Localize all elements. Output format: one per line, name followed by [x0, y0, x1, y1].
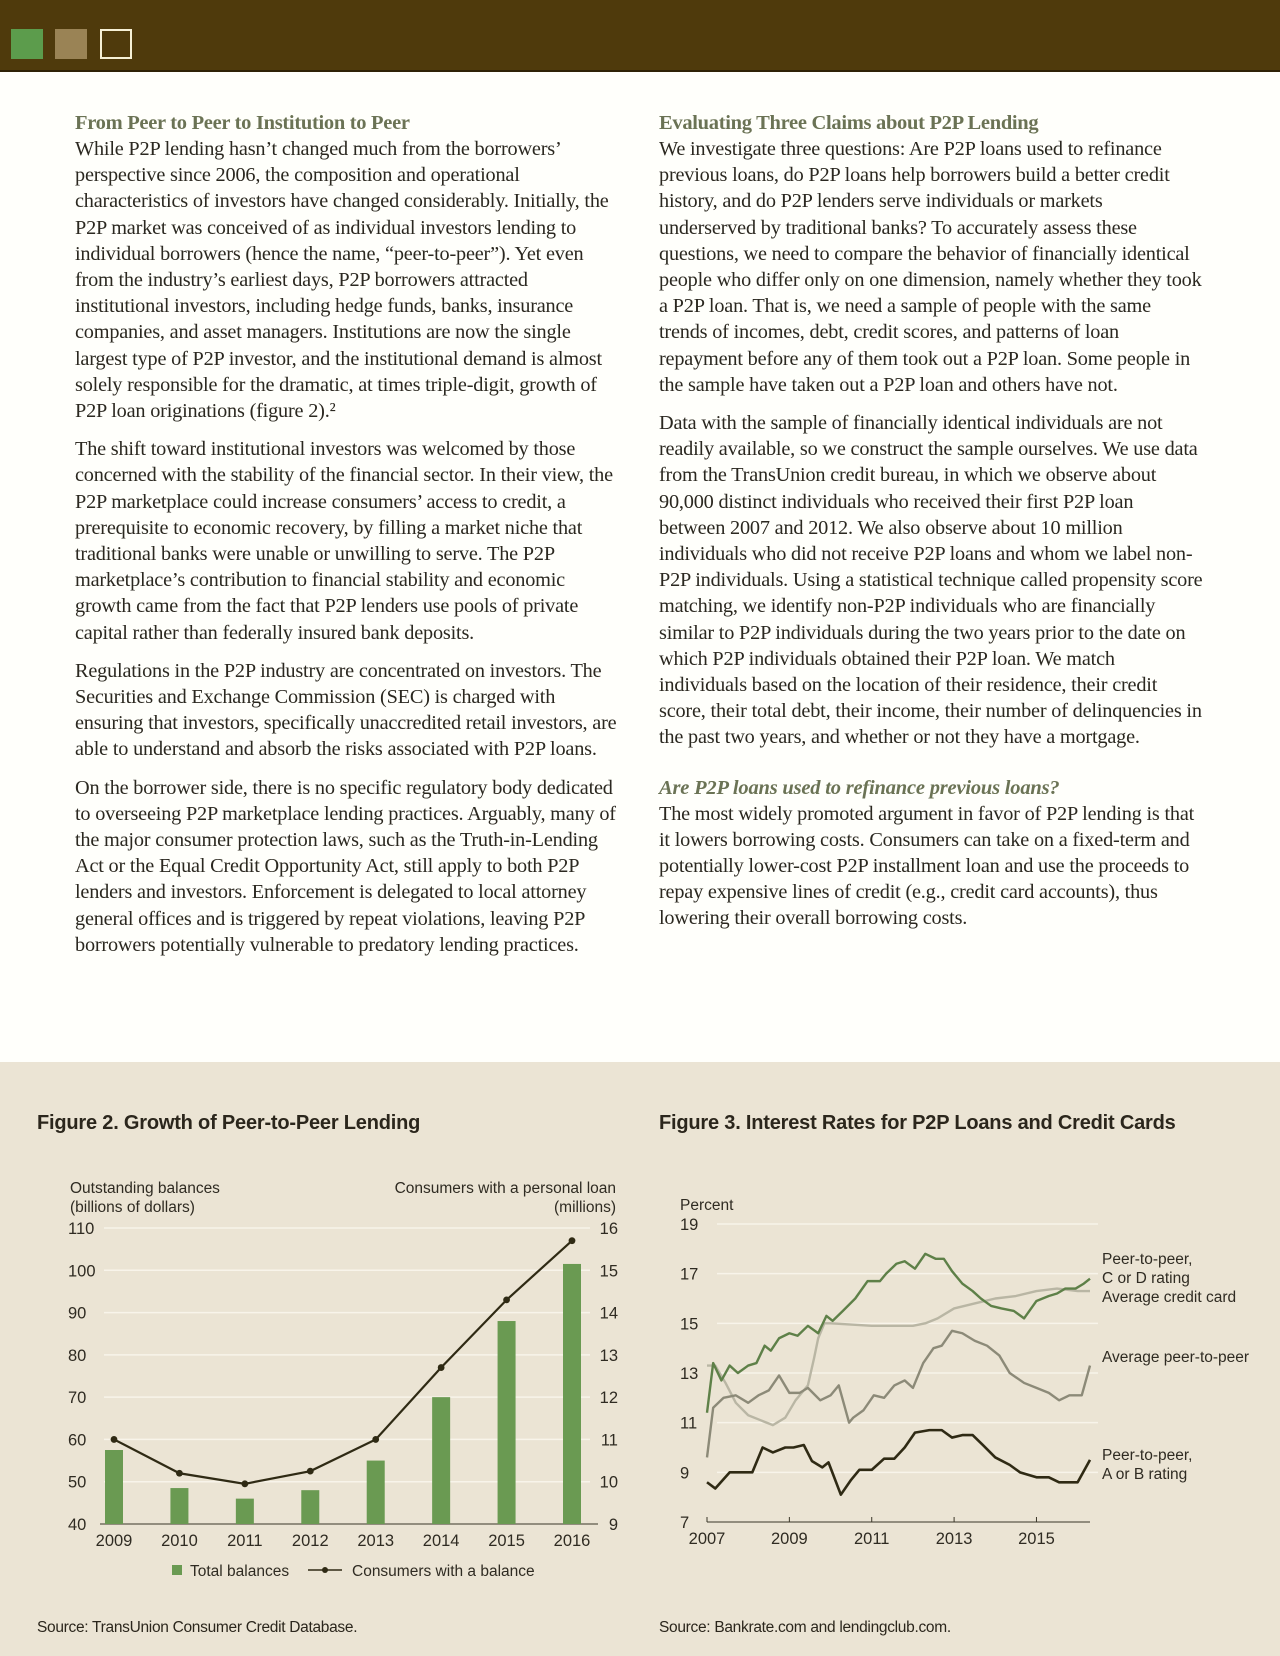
paragraph: Data with the sample of financially identical individuals are not readily available, so we construct the sample ourselves. We use data from the TransUnion credit bureau, in which we observe about 90,000 distinct individuals who received their first P2P loan between 2007 and 2012. We also observe about 10 million individuals who did not receive P2P loans and whom we label non-P2P individuals. Using a statistical technique called propensity score matching, we identify non-P2P individuals who are financially similar to P2P individuals during the two years prior to the date on which P2P individuals obtained their P2P loan. We match individuals based on the location of their residence, their credit score, their total debt, their income, their number of delinquencies in the past two years, and whether or not they have a mortgage. [659, 412, 1203, 749]
line-series [707, 1430, 1090, 1495]
y2-tick-label: 12 [599, 1389, 618, 1408]
x-tick-label: 2011 [853, 1530, 890, 1548]
y2-tick-label: 13 [599, 1346, 618, 1365]
x-tick-label: 2010 [161, 1532, 198, 1550]
y-tick-label: 7 [680, 1514, 690, 1532]
y-tick-label: 15 [680, 1315, 699, 1334]
y2-tick-label: 10 [599, 1473, 618, 1492]
bar [105, 1450, 123, 1524]
section-heading: From Peer to Peer to Institution to Peer [75, 112, 410, 134]
figure-3-title: Figure 3. Interest Rates for P2P Loans and Credit Cards [659, 1112, 1176, 1134]
x-tick-label: 2009 [95, 1532, 133, 1550]
legend-label: Total balances [190, 1563, 290, 1580]
y2-tick-label: 9 [608, 1516, 618, 1534]
line-series [707, 1254, 1090, 1413]
figure-3-source: Source: Bankrate.com and lendingclub.com. [659, 1619, 951, 1636]
bar [432, 1397, 450, 1524]
x-tick-label: 2015 [1018, 1530, 1055, 1548]
line-point [241, 1480, 248, 1487]
series-label: Average peer-to-peer [1102, 1349, 1250, 1366]
line-point [438, 1364, 445, 1371]
bar [236, 1499, 254, 1524]
bar [563, 1264, 581, 1524]
y2-tick-label: 11 [600, 1431, 618, 1450]
paragraph: The shift toward institutional investors was welcomed by those concerned with the stability of the financial sector. In their view, the P2P marketplace could increase consumers’ access to credit, a prerequisite to economic recovery, by filling a market niche that traditional banks were unable or unwilling to serve. The P2P marketplace’s contribution to financial stability and economic growth came from the fact that P2P lenders use pools of private capital rather than federally insured bank deposits. [75, 438, 613, 644]
y-tick-label: 110 [68, 1220, 95, 1238]
series-label: A or B rating [1102, 1466, 1188, 1483]
x-tick-label: 2015 [488, 1532, 525, 1550]
x-tick-label: 2016 [553, 1532, 591, 1550]
figure-2-chart [0, 1062, 640, 1656]
x-tick-label: 2013 [935, 1530, 973, 1548]
line-point [176, 1470, 183, 1477]
line-point [503, 1296, 510, 1303]
y-axis-label: Outstanding balances [70, 1180, 220, 1197]
y2-tick-label: 15 [599, 1262, 618, 1281]
legend-swatch-bar [172, 1565, 182, 1575]
paragraph: Regulations in the P2P industry are concentrated on investors. The Securities and Exchange Commission (SEC) is charged with ensuring that investors, specifically unaccredited retail investors, are able to understand and absorb the risks associated with P2P loans. [75, 659, 617, 761]
section-heading: Evaluating Three Claims about P2P Lending [659, 112, 1039, 134]
y2-tick-label: 14 [599, 1304, 618, 1323]
x-tick-label: 2009 [771, 1530, 808, 1548]
paragraph: We investigate three questions: Are P2P loans used to refinance previous loans, do P2P loans help borrowers build a better credit history, and do P2P lenders serve individuals or markets underserved by traditional banks? To accurately assess these questions, we need to compare the behavior of financially identical people who differ only on one dimension, namely whether they took a P2P loan. That is, we need a sample of people with the same trends of incomes, debt, credit scores, and patterns of loan repayment before any of them took out a P2P loan. Some people in the sample have taken out a P2P loan and others have not. [659, 138, 1202, 396]
y-tick-label: 17 [680, 1265, 699, 1284]
header-bar [0, 0, 1280, 72]
subsection-heading: Are P2P loans used to refinance previous loans? [659, 776, 1060, 799]
x-tick-label: 2007 [688, 1530, 726, 1548]
figure-3-chart [640, 1062, 1280, 1656]
bar [498, 1321, 516, 1524]
bar [367, 1461, 385, 1524]
paragraph: The most widely promoted argument in favor of P2P lending is that it lowers borrowing costs. Consumers can take on a fixed-term and potentially lower-cost P2P installment loan and use the proceeds to repay expensive lines of credit (e.g., credit card accounts), thus lowering their overall borrowing costs. [659, 802, 1195, 930]
outline-square-icon [100, 29, 132, 59]
y-tick-label: 80 [68, 1346, 87, 1365]
y2-tick-label: 16 [599, 1220, 618, 1238]
x-tick-label: 2011 [227, 1532, 263, 1550]
y-tick-label: 60 [68, 1431, 87, 1450]
y-tick-label: 9 [680, 1464, 690, 1483]
y-tick-label: 50 [68, 1473, 87, 1492]
bar [170, 1488, 188, 1524]
tan-square-icon [55, 29, 87, 59]
legend-label: Consumers with a balance [352, 1563, 535, 1580]
line-point [307, 1468, 314, 1475]
series-label: Peer-to-peer, [1102, 1447, 1193, 1464]
figures-panel [0, 1062, 1280, 1656]
y-tick-label: 11 [680, 1414, 698, 1433]
green-square-icon [11, 29, 43, 59]
figure-2-source: Source: TransUnion Consumer Credit Database. [37, 1619, 358, 1636]
x-tick-label: 2013 [357, 1532, 395, 1550]
paragraph: On the borrower side, there is no specific regulatory body dedicated to overseeing P2P marketplace lending practices. Arguably, many of the major consumer protection laws, such as the Truth-in-Lending Act or the Equal Credit Opportunity Act, still apply to both P2P lenders and investors. Enforcement is delegated to local attorney general offices and is triggered by repeat violations, leaving P2P borrowers potentially vulnerable to predatory lending practices. [75, 776, 616, 956]
y2-axis-label: Consumers with a personal loan [394, 1180, 616, 1197]
y2-axis-label: (millions) [554, 1199, 616, 1216]
y-tick-label: 90 [68, 1304, 87, 1323]
y-tick-label: 13 [680, 1365, 699, 1383]
y-tick-label: 100 [68, 1262, 96, 1281]
line-series [707, 1289, 1090, 1426]
series-label: Average credit card [1102, 1289, 1237, 1306]
y-axis-label: (billions of dollars) [70, 1199, 195, 1216]
y-tick-label: 40 [68, 1516, 87, 1534]
legend-swatch-point [322, 1567, 328, 1573]
bar [301, 1490, 319, 1524]
y-tick-label: 19 [680, 1216, 699, 1234]
figure-2-title: Figure 2. Growth of Peer-to-Peer Lending [37, 1112, 421, 1134]
line-point [372, 1436, 379, 1443]
series-label: C or D rating [1102, 1270, 1190, 1287]
line-point [569, 1237, 576, 1244]
x-tick-label: 2012 [291, 1532, 329, 1550]
left-column [75, 110, 620, 970]
right-column [659, 110, 1204, 944]
line-series [707, 1331, 1090, 1458]
y-tick-label: 70 [68, 1389, 87, 1408]
series-label: Peer-to-peer, [1102, 1251, 1193, 1268]
paragraph: While P2P lending hasn’t changed much from the borrowers’ perspective since 2006, the composition and operational characteristics of investors have changed considerably. Initially, the P2P market was conceived of as individual investors lending to individual borrowers (hence the name, “peer-to-peer”). Yet even from the industry’s earliest days, P2P borrowers attracted institutional investors, including hedge funds, banks, insurance companies, and asset managers. Institutions are now the single largest type of P2P investor, and the institutional demand is almost solely responsible for the dramatic, at times triple-digit, growth of P2P loan originations (figure 2).² [75, 138, 609, 423]
x-tick-label: 2014 [422, 1532, 460, 1550]
line-point [111, 1436, 118, 1443]
y-axis-label: Percent [680, 1197, 734, 1214]
